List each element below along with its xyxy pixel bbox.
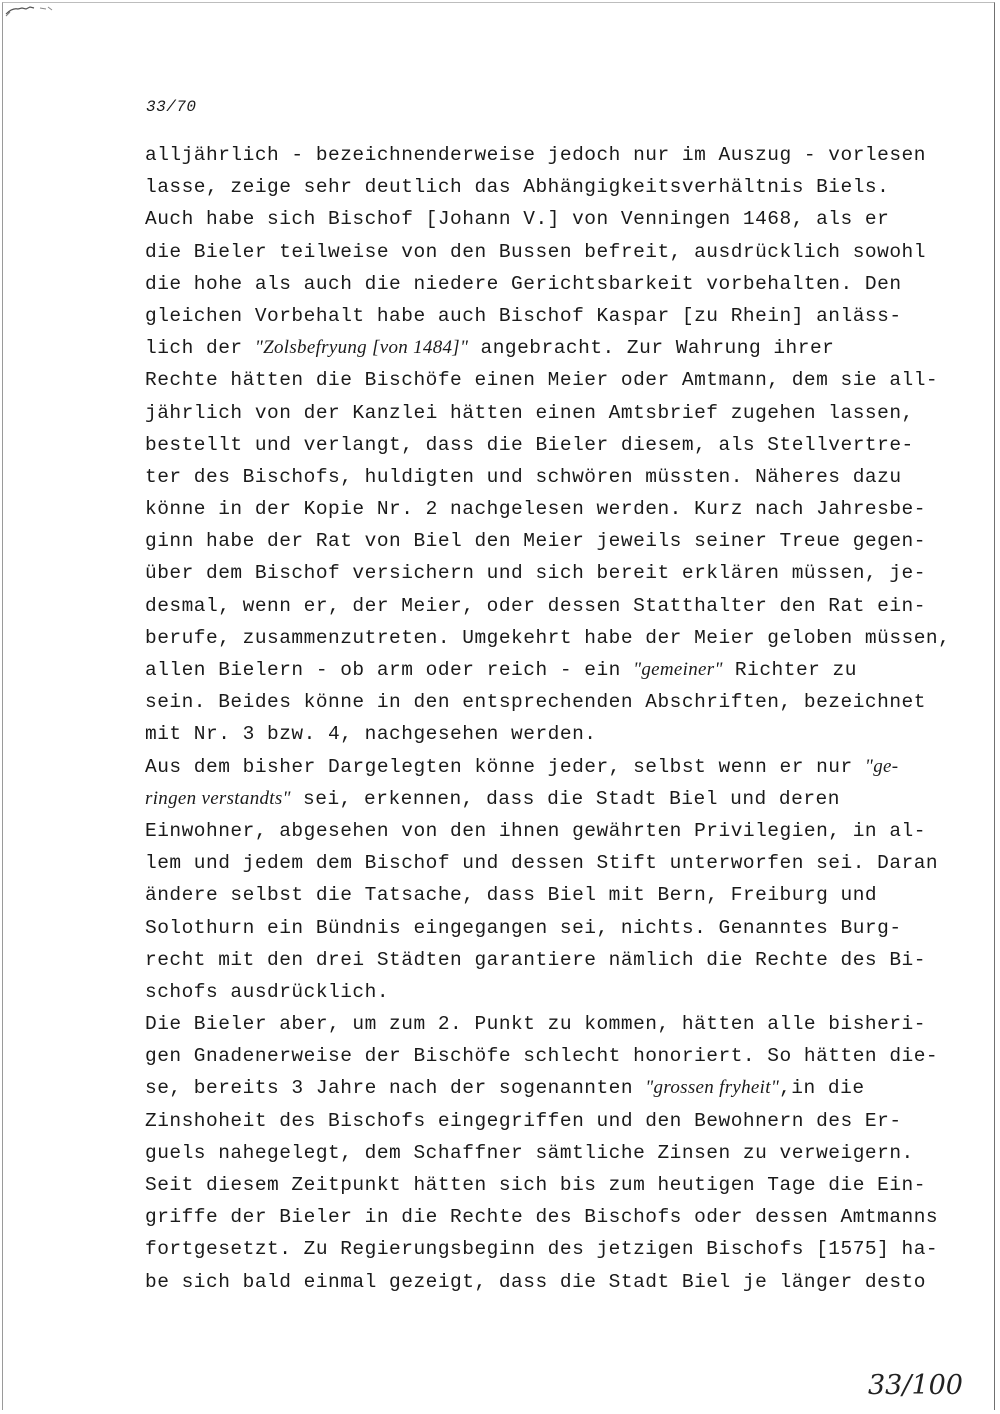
text-line: [145, 751, 965, 783]
quoted-term: "grossen fryheit": [645, 1077, 780, 1099]
text-line: [145, 139, 965, 171]
text-line: [145, 493, 965, 525]
text-run: Einwohner, abgesehen von den ihnen gewährten Privilegien, in al-: [145, 819, 926, 842]
text-run: fortgesetzt. Zu Regierungsbeginn des jetzigen Bischofs [1575] ha-: [145, 1238, 939, 1261]
text-run: be sich bald einmal gezeigt, dass die Stadt Biel je länger desto: [145, 1270, 926, 1293]
text-line: [145, 429, 965, 461]
text-run: lasse, zeige sehr deutlich das Abhängigkeitsverhältnis Biels.: [145, 176, 890, 199]
text-run: ,in die: [779, 1077, 865, 1100]
text-run: Zinshoheit des Bischofs eingegriffen und den Bewohnern des Er-: [145, 1109, 902, 1132]
text-line: [145, 783, 965, 815]
text-run: Auch habe sich Bischof [Johann V.] von Venningen 1468, als er: [145, 208, 890, 231]
text-line: [145, 1105, 965, 1137]
text-run: die Bieler teilweise von den Bussen befreit, ausdrücklich sowohl: [145, 240, 926, 263]
text-run: jährlich von der Kanzlei hätten einen Amtsbrief zugehen lassen,: [145, 401, 914, 424]
text-run: angebracht. Zur Wahrung ihrer: [468, 337, 835, 360]
text-run: allen Bielern - ob arm oder reich - ein: [145, 659, 634, 681]
text-line: [145, 557, 965, 589]
text-line: [145, 171, 965, 203]
text-line: [145, 1072, 965, 1104]
text-line: [145, 718, 965, 750]
text-run: gen Gnadenerweise der Bischöfe schlecht honoriert. So hätten die-: [145, 1045, 939, 1068]
text-run: mit Nr. 3 bzw. 4, nachgesehen werden.: [145, 723, 597, 746]
text-line: [145, 847, 965, 879]
text-line: [145, 654, 965, 686]
text-run: guels nahegelegt, dem Schaffner sämtliche Zinsen zu verweigern.: [145, 1141, 914, 1164]
text-line: [145, 203, 965, 235]
text-run: alljährlich - bezeichnenderweise jedoch nur im Auszug - vorlesen: [145, 144, 926, 166]
scan-corner-mark: [4, 2, 84, 18]
text-run: Seit diesem Zeitpunkt hätten sich bis zum heutigen Tage die Ein-: [145, 1174, 926, 1196]
text-line: [145, 976, 965, 1008]
text-run: recht mit den drei Städten garantiere nämlich die Rechte des Bi-: [145, 948, 926, 971]
text-run: Solothurn ein Bündnis eingegangen sei, nichts. Genanntes Burg-: [145, 916, 902, 939]
text-run: sei, erkennen, dass die Stadt Biel und deren: [290, 787, 840, 810]
text-line: [145, 590, 965, 622]
quoted-term: "gemeiner": [633, 659, 723, 680]
text-run: Die Bieler aber, um zum 2. Punkt zu kommen, hätten alle bisheri-: [145, 1013, 926, 1036]
text-run: schofs ausdrücklich.: [145, 980, 390, 1003]
text-run: griffe der Bieler in die Rechte des Bischofs oder dessen Amtmanns: [145, 1206, 939, 1229]
page-number: 33/70: [146, 98, 197, 116]
text-line: [145, 879, 965, 911]
text-line: [145, 236, 965, 268]
text-line: [145, 332, 965, 364]
quoted-term: "Zolsbefryung [von 1484]": [254, 337, 469, 359]
quoted-term: ringen verstandts": [145, 787, 291, 809]
text-line: [145, 944, 965, 976]
text-line: [145, 622, 965, 654]
text-line: [145, 461, 965, 493]
document-body: [145, 139, 965, 1298]
handwritten-page-number: 33/100: [868, 1370, 963, 1401]
text-run: desmal, wenn er, der Meier, oder dessen Statthalter den Rat ein-: [145, 594, 926, 617]
text-run: könne in der Kopie Nr. 2 nachgelesen werden. Kurz nach Jahresbe-: [145, 498, 926, 521]
text-run: über dem Bischof versichern und sich bereit erklären müssen, je-: [145, 562, 926, 585]
text-run: Richter zu: [722, 659, 857, 681]
text-run: ter des Bischofs, huldigten und schwören müssten. Näheres dazu: [145, 465, 902, 488]
text-run: bestellt und verlangt, dass die Bieler diesem, als Stellvertre-: [145, 433, 914, 456]
text-line: [145, 1169, 965, 1201]
text-line: [145, 397, 965, 429]
text-run: ändere selbst die Tatsache, dass Biel mit Bern, Freiburg und: [145, 884, 878, 907]
text-run: ginn habe der Rat von Biel den Meier jeweils seiner Treue gegen-: [145, 530, 926, 553]
text-line: [145, 525, 965, 557]
text-run: Aus dem bisher Dargelegten könne jeder, selbst wenn er nur: [145, 755, 865, 778]
text-line: [145, 1040, 965, 1072]
text-line: [145, 912, 965, 944]
text-line: [145, 268, 965, 300]
text-line: [145, 1201, 965, 1233]
text-run: die hohe als auch die niedere Gerichtsbarkeit vorbehalten. Den: [145, 272, 902, 295]
text-line: [145, 686, 965, 718]
text-line: [145, 815, 965, 847]
text-run: Rechte hätten die Bischöfe einen Meier oder Amtmann, dem sie all-: [145, 369, 939, 392]
text-run: lem und jedem dem Bischof und dessen Stift unterworfen sei. Daran: [145, 852, 939, 875]
text-run: berufe, zusammenzutreten. Umgekehrt habe der Meier geloben müssen,: [145, 626, 951, 649]
text-line: [145, 364, 965, 396]
text-line: [145, 1233, 965, 1265]
text-line: [145, 1137, 965, 1169]
text-line: [145, 1266, 965, 1298]
quoted-term: "ge-: [864, 755, 899, 777]
text-run: gleichen Vorbehalt habe auch Bischof Kaspar [zu Rhein] anläss-: [145, 304, 902, 327]
text-run: se, bereits 3 Jahre nach der sogenannten: [145, 1077, 646, 1100]
text-run: sein. Beides könne in den entsprechenden Abschriften, bezeichnet: [145, 691, 926, 714]
text-line: [145, 1008, 965, 1040]
text-run: lich der: [145, 337, 255, 360]
text-line: [145, 300, 965, 332]
